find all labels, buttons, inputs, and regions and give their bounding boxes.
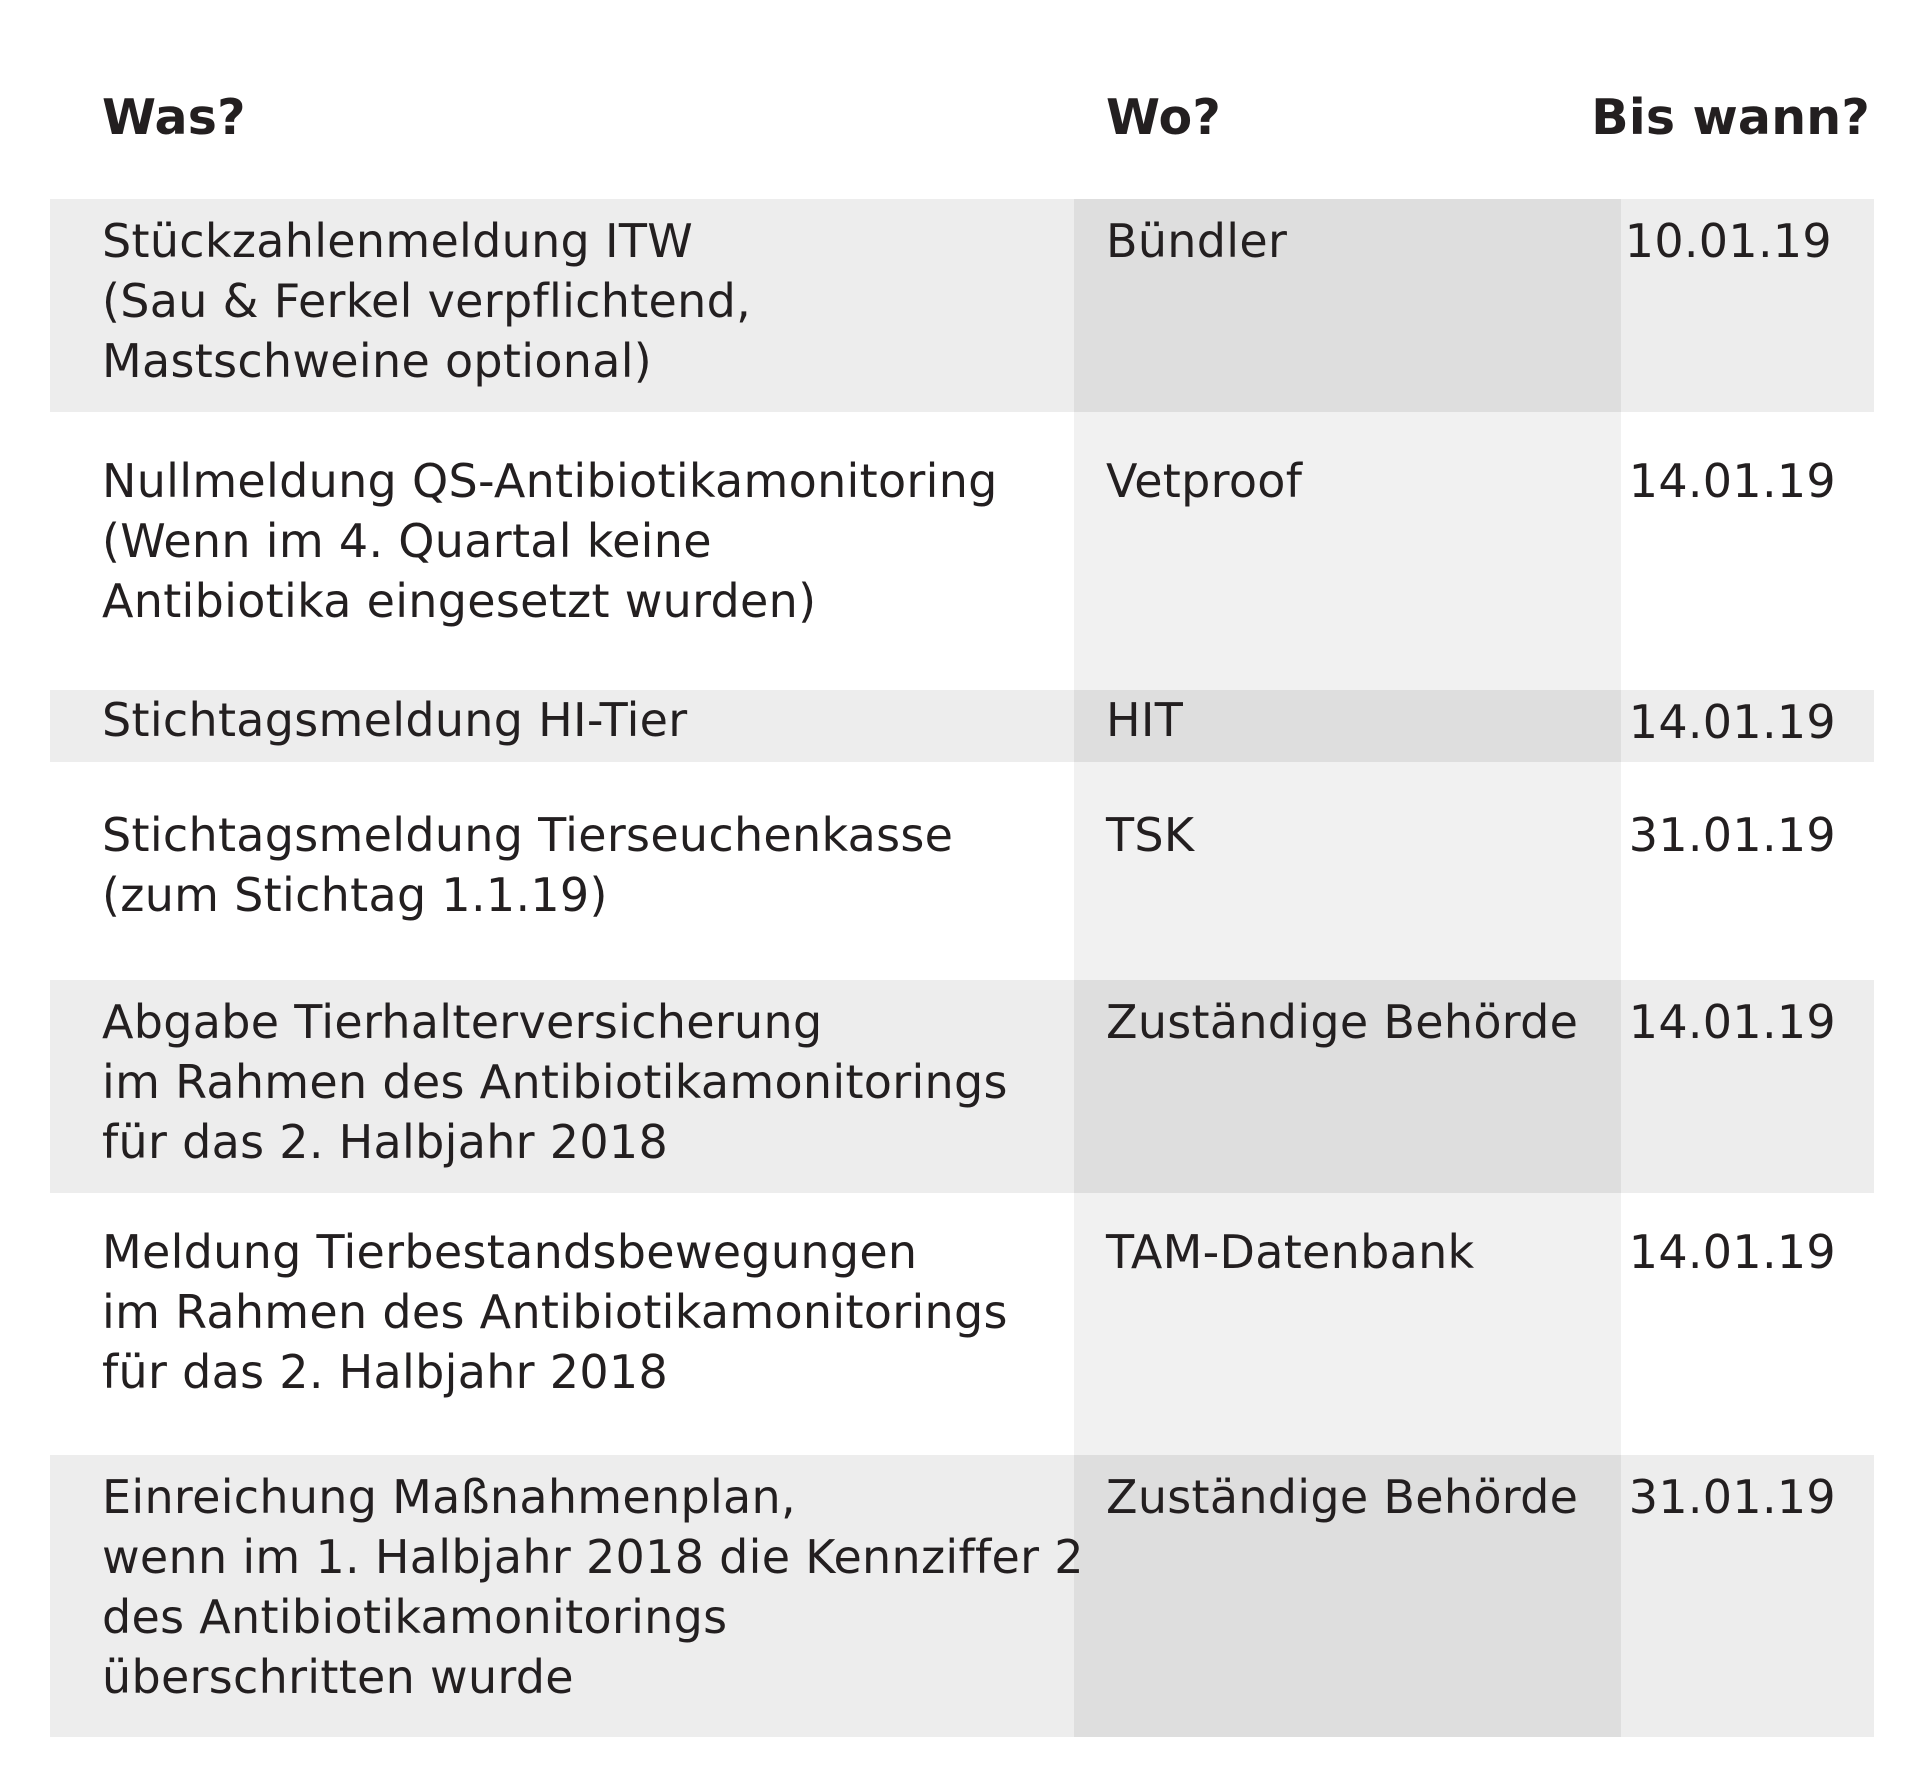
wo-column-band	[1074, 762, 1621, 980]
was-cell	[102, 1467, 1084, 1707]
column-header-bis-wann: Bis wann?	[1591, 89, 1870, 146]
was-line: Nullmeldung QS-Antibiotikamonitoring	[102, 454, 998, 508]
bis-wann-cell: 14.01.19	[1628, 1225, 1836, 1279]
was-line: im Rahmen des Antibiotikamonitorings	[102, 1285, 1008, 1339]
bis-wann-cell: 14.01.19	[1628, 995, 1836, 1049]
bis-wann-cell: 10.01.19	[1624, 214, 1832, 268]
was-line: Abgabe Tierhalterversicherung	[102, 995, 823, 1049]
was-line: für das 2. Halbjahr 2018	[102, 1345, 669, 1399]
table-row	[50, 690, 1874, 762]
table-header	[0, 0, 1920, 199]
column-header-was: Was?	[102, 89, 246, 146]
was-line: Stichtagsmeldung Tierseuchenkasse	[102, 808, 954, 862]
was-line: Meldung Tierbestandsbewegungen	[102, 1225, 918, 1279]
was-line: (zum Stichtag 1.1.19)	[102, 868, 608, 922]
was-line: im Rahmen des Antibiotikamonitorings	[102, 1055, 1008, 1109]
bis-wann-cell: 31.01.19	[1628, 808, 1836, 862]
wo-cell: Bündler	[1106, 214, 1288, 268]
was-line: für das 2. Halbjahr 2018	[102, 1115, 669, 1169]
was-line: des Antibiotikamonitorings	[102, 1590, 728, 1644]
was-line: Stückzahlenmeldung ITW	[102, 214, 694, 268]
was-cell	[102, 690, 687, 750]
wo-cell: HIT	[1106, 693, 1184, 747]
bis-wann-cell: 14.01.19	[1628, 695, 1836, 749]
was-line: (Wenn im 4. Quartal keine	[102, 514, 712, 568]
table-row	[50, 762, 1874, 980]
bis-wann-cell: 14.01.19	[1628, 454, 1836, 508]
table-row	[50, 199, 1874, 412]
wo-cell: TSK	[1106, 808, 1195, 862]
was-cell	[102, 211, 751, 391]
was-cell	[102, 1222, 1008, 1402]
was-line: Stichtagsmeldung HI-Tier	[102, 693, 688, 747]
was-cell	[102, 451, 998, 631]
wo-cell: Zuständige Behörde	[1106, 995, 1579, 1049]
was-cell	[102, 805, 953, 925]
wo-cell: TAM-Datenbank	[1106, 1225, 1475, 1279]
bis-wann-cell: 31.01.19	[1628, 1470, 1836, 1524]
wo-cell: Vetproof	[1106, 454, 1303, 508]
was-cell	[102, 992, 1008, 1172]
was-line: Antibiotika eingesetzt wurden)	[102, 574, 817, 628]
table-row	[50, 1193, 1874, 1455]
was-line: wenn im 1. Halbjahr 2018 die Kennziffer 2	[102, 1530, 1084, 1584]
column-header-wo: Wo?	[1106, 89, 1221, 146]
was-line: überschritten wurde	[102, 1650, 574, 1704]
table-row	[50, 980, 1874, 1193]
was-line: Einreichung Maßnahmenplan,	[102, 1470, 796, 1524]
was-line: Mastschweine optional)	[102, 334, 653, 388]
wo-cell: Zuständige Behörde	[1106, 1470, 1579, 1524]
table-row	[50, 412, 1874, 690]
was-line: (Sau & Ferkel verpflichtend,	[102, 274, 752, 328]
table-row	[50, 1455, 1874, 1737]
